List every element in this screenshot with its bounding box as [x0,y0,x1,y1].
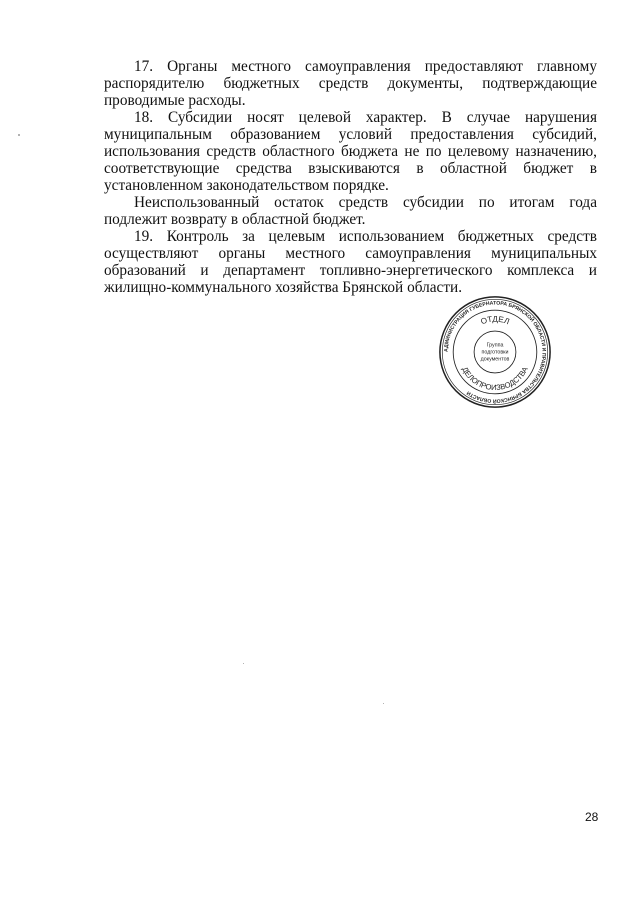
paragraph-18: 18. Субсидии носят целевой характер. В случае нарушения муниципальным образованием условий предоставления субсидий, использования средств областного бюджета не по целевому назначению, соответствующие средства взыскиваются в областной бюджет в установленном законодательством порядке. [104,109,597,194]
page-number: 28 [585,810,599,824]
stamp-top-text: ОТДЕЛ [479,314,511,327]
stamp-outer-text: АДМИНИСТРАЦИЯ ГУБЕРНАТОРА БРЯНСКОЙ ОБЛАСТИ И ПРАВИТЕЛЬСТВА БРЯНСКОЙ ОБЛАСТИ [443,300,547,404]
stamp-graphic [438,295,552,409]
document-body [104,58,597,296]
stamp-center-line-2: подготовки [481,349,509,356]
official-stamp [438,295,552,409]
paragraph-18-continuation: Неиспользованный остаток средств субсидии по итогам года подлежит возврату в областной бюджет. [104,194,597,228]
stamp-center-line-1: Группа [486,342,504,349]
scan-speck [18,134,20,136]
paragraph-17: 17. Органы местного самоуправления предоставляют главному распорядителю бюджетных средств документы, подтверждающие проводимые расходы. [104,58,597,109]
scan-speck [243,663,244,664]
scan-speck [383,703,384,704]
stamp-center-line-3: документов [480,356,510,363]
paragraph-19: 19. Контроль за целевым использованием бюджетных средств осуществляют органы местного самоуправления муниципальных образований и департамент топливно-энергетического комплекса и жилищно-коммунального хозяйства Брянской области. [104,228,597,296]
stamp-bottom-text: ДЕЛОПРОИЗВОДСТВА [460,365,530,393]
